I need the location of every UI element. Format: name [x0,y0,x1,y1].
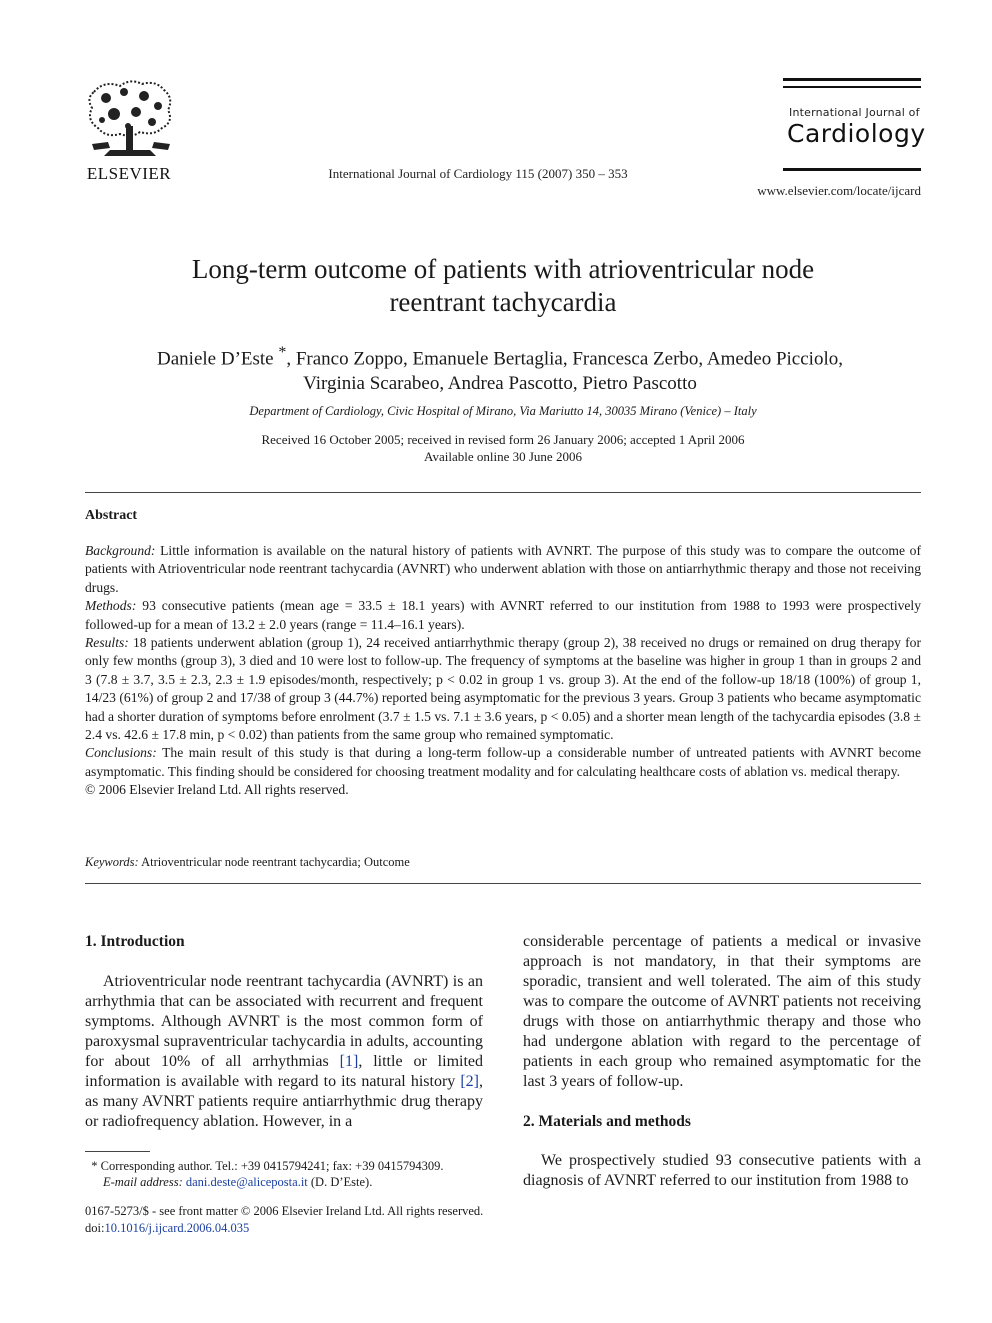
email-label: E-mail address: [103,1175,183,1189]
right-column [523,932,921,1191]
received-dates: Received 16 October 2005; received in revised form 26 January 2006; accepted 1 April 2006 [261,432,745,447]
footnote-marker: * [91,1159,98,1173]
author-name[interactable]: Daniele D’Este [157,348,274,370]
issn-line: 0167-5273/$ - see front matter © 2006 Elsevier Ireland Ltd. All rights reserved. [85,1204,484,1218]
publisher-name: ELSEVIER [86,164,172,183]
abstract-background [85,542,921,597]
email-suffix: (D. D’Este). [307,1175,373,1189]
aim-paragraph: considerable percentage of patients a medical or invasive approach is not mandatory, in that their symptoms are sporadic, transient and well tolerated. The aim of this study was to compare the outcome of AVNRT patients not receiving drugs with those on antiarrhythmic therapy and those who had undergone ablation with regard to the percentage of patients in each group who remained asymptomatic for the last 3 years of follow-up. [523,933,921,1090]
conclusions-label: Conclusions: [85,745,157,761]
conclusions-text: The main result of this study is that during a long-term follow-up a considerable number of untreated patients with AVNRT become asymptomatic. This finding should be considered for choosing treatment modality and for calculating healthcare costs of ablation vs. medical therapy. [85,745,921,779]
authors-line [0,340,992,371]
doi-link[interactable]: 10.1016/j.ijcard.2006.04.035 [104,1221,250,1235]
corresponding-text: Corresponding author. Tel.: +39 0415794241; fax: +39 0415794309. [97,1159,444,1173]
corresponding-author [85,1158,505,1174]
brand-title: Cardiology [787,119,926,148]
authors-line: Virginia Scarabeo, Andrea Pascotto, Pietro Pascotto [303,373,697,395]
affiliation: Department of Cardiology, Civic Hospital of Mirano, Via Mariutto 14, 30035 Mirano (Venice) – Italy [249,404,757,418]
brand-rule [783,86,921,88]
copyright: © 2006 Elsevier Ireland Ltd. All rights reserved. [85,782,349,798]
background-text: Little information is available on the natural history of patients with AVNRT. The purpose of this study was to compare the outcome of patients with Atrioventricular node reentrant tachycardia (AVNRT) who underwent ablation with those on antiarrhythmic therapy and those not receiving drugs. [85,543,921,595]
title-line: Long-term outcome of patients with atrioventricular node [191,254,815,284]
methods-paragraph: We prospectively studied 93 consecutive patients with a diagnosis of AVNRT referred to our institution from 1988 to [523,1152,921,1189]
section-heading-methods: 2. Materials and methods [523,1113,691,1130]
results-label: Results: [85,635,129,651]
left-column [85,932,483,1132]
results-text: 18 patients underwent ablation (group 1), 24 received antiarrhythmic therapy (group 2), 38 received no drugs or remained on drug therapy for only few months (group 3), 3 died and 10 were lost to follow-up. The frequency of symptoms at the baseline was higher in group 1 than in groups 2 and 3 (7.8 ± 3.7, 3.5 ± 2.3, 2.3 ± 1.9 episodes/month, respectively; p < 0.02 in group 1 vs. group 3). At the end of the follow-up 18/18 (100%) of group 1, 14/23 (61%) of group 2 and 17/38 of group 3 (44.7%) reported being asymptomatic for the previous 3 years. Group 3 patients who became asymptomatic had a shorter duration of symptoms before enrolment (3.7 ± 1.5 vs. 7.1 ± 3.6 years, p < 0.05) and a shorter mean length of the tachycardia episodes (3.8 ± 2.4 vs. 42.6 ± 17.8 min, p < 0.02) than patients from the same group who remained symptomatic. [85,635,921,743]
background-label: Background: [85,543,156,558]
keywords-label: Keywords: [85,855,139,869]
section-heading-introduction: 1. Introduction [85,933,185,950]
methods-text: 93 consecutive patients (mean age = 33.5 ± 18.1 years) with AVNRT referred to our institution from 1988 to 1993 were prospectively followed-up for a mean of 13.2 ± 2.0 years (range = 11.4–16.1 years). [85,598,921,632]
keywords-text: Atrioventricular node reentrant tachycardia; Outcome [138,855,410,869]
brand-rule [783,78,921,81]
journal-citation: International Journal of Cardiology 115 (2007) 350 – 353 [328,166,628,181]
email-line [85,1174,505,1190]
abstract-heading: Abstract [85,508,138,523]
abstract-body [85,542,921,800]
author-list [0,340,992,396]
front-matter [85,1203,483,1237]
divider [85,492,921,493]
journal-brand [783,78,926,149]
corresponding-marker[interactable]: * [278,344,287,361]
article-title [0,253,992,319]
article-dates [0,431,992,465]
divider [85,883,921,884]
author-names: , Franco Zoppo, Emanuele Bertaglia, Francesca Zerbo, Amedeo Picciolo, [286,348,843,370]
footnote-divider [85,1151,150,1152]
email-link[interactable]: dani.deste@aliceposta.it [185,1175,308,1189]
methods-label: Methods: [85,598,137,614]
footnote [85,1158,505,1190]
intro-text: , little or limited information is available with regard to its natural history [85,1053,484,1090]
brand-subtitle: International Journal of [789,106,920,119]
elsevier-tree-icon [84,78,176,162]
reference-link[interactable]: [1] [339,1053,359,1070]
doi-line [85,1220,483,1237]
title-line: reentrant tachycardia [389,287,617,317]
abstract-methods [85,597,921,634]
reference-link[interactable]: [2] [460,1073,479,1090]
intro-text: , as many AVNRT patients require antiarrhythmic drug therapy or radiofrequency ablation. However, in a [85,1073,483,1130]
abstract-conclusions [85,744,921,781]
journal-url[interactable]: www.elsevier.com/locate/ijcard [757,183,921,198]
online-date: Available online 30 June 2006 [424,449,582,464]
brand-rule [783,168,921,171]
doi-label: doi: [85,1221,105,1235]
intro-text: Atrioventricular node reentrant tachycardia (AVNRT) is an arrhythmia that can be associated with recurrent and frequent symptoms. Although AVNRT is the most common form of paroxysmal supraventricular tachycardia in adults, accounting for about 10% of all arrhythmias [85,973,483,1070]
introduction-paragraph [85,972,483,1132]
keywords [85,855,410,870]
abstract-results [85,634,921,744]
